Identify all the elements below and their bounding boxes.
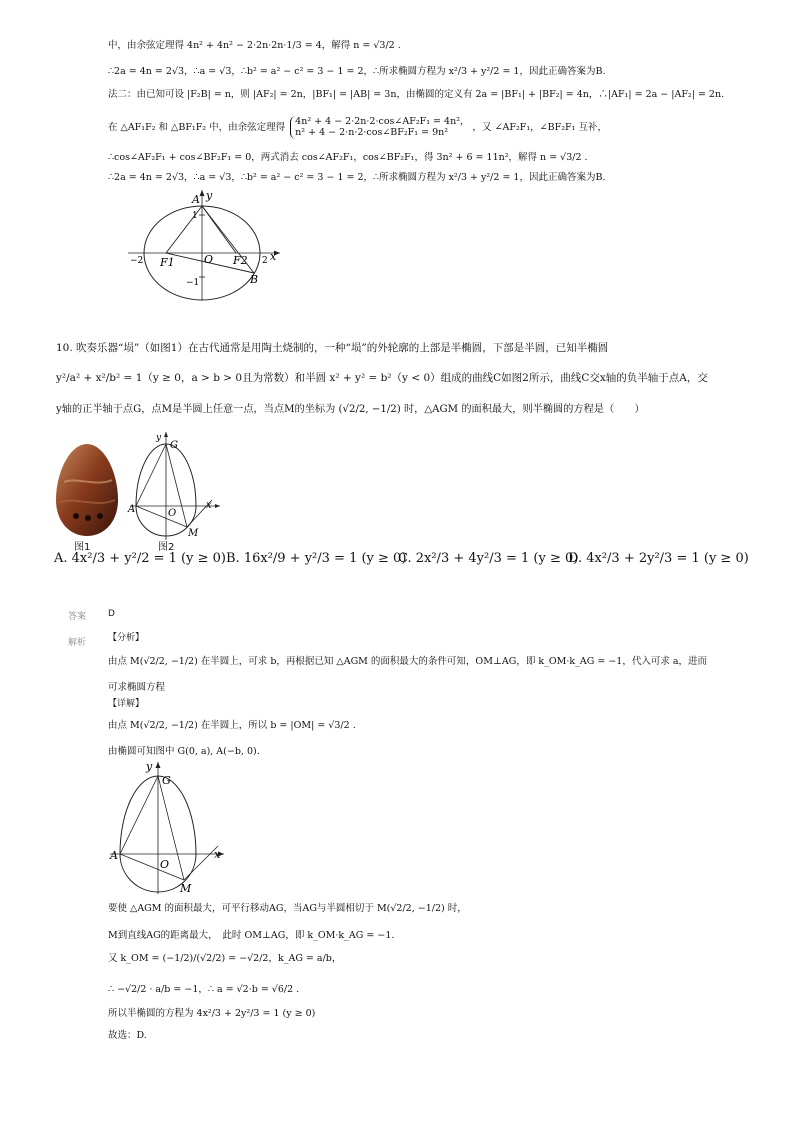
- solution-line: ∴2a = 4n = 2√3，∴a = √3，∴b² = a² − c² = 3 − 1 = 2，∴所求椭圆方程为 x²/3 + y²/2 = 1，因此正确答案为B.: [108, 66, 606, 77]
- solution-line: [108, 116, 607, 139]
- x-axis-arrow: [215, 504, 220, 508]
- xun-body: [56, 444, 118, 536]
- solution-text: 在 △AF₁F₂ 和 △BF₁F₂ 中，由余弦定理得: [108, 121, 286, 133]
- question-line: [56, 342, 608, 355]
- label-x: x: [206, 500, 212, 511]
- analysis-line: 由点 M(√2/2, −1/2) 在半圆上，所以 b = |OM| = √3/2 .: [108, 720, 356, 731]
- label-B: B: [250, 273, 259, 286]
- ellipse-figure-top: [124, 186, 284, 302]
- option-c[interactable]: C. 2x²/3 + 4y²/3 = 1 (y ≥ 0): [398, 551, 579, 566]
- question-text: 吹奏乐器“埙”（如图1）在古代通常是用陶土烧制的，一种“埙”的外轮廓的上部是半椭圆，下部是半圆，已知半椭圆: [76, 342, 609, 354]
- label-F2: F2: [233, 254, 248, 267]
- y-axis-arrow: [156, 762, 161, 768]
- triangle-AF1F2: [166, 206, 236, 253]
- solution-line: 中，由余弦定理得 4n² + 4n² − 2·2n·2n·1/3 = 4，解得 n = √3/2 .: [108, 40, 401, 51]
- label-y: y: [156, 433, 162, 443]
- label-y: y: [206, 189, 213, 202]
- label-1: 1: [192, 211, 198, 221]
- curve-figure-analysis: [106, 758, 232, 896]
- solution-line: ∴2a = 4n = 2√3，∴a = √3，∴b² = a² − c² = 3 − 1 = 2，∴所求椭圆方程为 x²/3 + y²/2 = 1，因此正确答案为B.: [108, 172, 606, 183]
- analysis-section-title: 【分析】: [108, 633, 145, 643]
- question-number: 10.: [56, 342, 73, 354]
- label-A: A: [192, 193, 200, 206]
- equation-system-line: 4n² + 4 − 2·2n·2·cos∠AF₂F₁ = 4n²，: [295, 116, 470, 127]
- y-axis-arrow: [164, 432, 168, 437]
- label-neg2: −2: [130, 256, 144, 266]
- line-AG: [136, 444, 166, 506]
- label-O: O: [168, 508, 177, 519]
- label-M: M: [188, 528, 199, 539]
- xun-photo: [52, 442, 122, 538]
- equation-system-line: n² + 4 − 2·n·2·cos∠BF₂F₁ = 9n²: [295, 127, 449, 139]
- analysis-line: 要使 △AGM 的面积最大，可平行移动AG，当AG与半圆相切于 M(√2/2, −1/2) 时，: [108, 903, 467, 914]
- solution-line: ∴cos∠AF₂F₁ + cos∠BF₂F₁ = 0，两式消去 cos∠AF₂F₁，cos∠BF₂F₁，得 3n² + 6 = 11n²，解得 n = √3/2 .: [108, 152, 588, 163]
- tangent-line: [184, 846, 218, 880]
- analysis-line: M到直线AG的距离最大， 此时 OM⊥AG，即 k_OM·k_AG = −1.: [108, 930, 395, 941]
- analysis-section-title: 【详解】: [108, 699, 145, 709]
- label-y: y: [146, 760, 153, 773]
- label-x: x: [270, 250, 277, 263]
- question-line: y²/a² + x²/b² = 1（y ≥ 0，a > b > 0且为常数）和半圆 x² + y² = b²（y < 0）组成的曲线C如图2所示，曲线C交x轴的负半轴于点A，交: [56, 372, 708, 384]
- option-b[interactable]: B. 16x²/9 + y²/3 = 1 (y ≥ 0): [226, 551, 407, 566]
- fig1-caption: 图1: [74, 542, 91, 553]
- finger-hole: [73, 513, 79, 519]
- finger-hole: [85, 515, 91, 521]
- analysis-line: 故选：D.: [108, 1030, 147, 1041]
- finger-hole: [97, 513, 103, 519]
- label-G: G: [162, 774, 171, 787]
- label-2: 2: [262, 256, 268, 266]
- fig2-caption: 图2: [158, 542, 175, 553]
- solution-text: ，又 ∠AF₂F₁，∠BF₂F₁ 互补，: [472, 121, 607, 133]
- analysis-label: 解析: [68, 638, 87, 648]
- answer-label: 答案: [68, 612, 87, 622]
- line-AM: [136, 506, 187, 527]
- line-AM: [120, 854, 184, 880]
- label-F1: F1: [160, 256, 175, 269]
- analysis-line: 由椭圆可知图中 G(0, a), A(−b, 0).: [108, 746, 260, 757]
- label-x: x: [214, 848, 221, 861]
- solution-line: 法二：由已知可设 |F₂B| = n，则 |AF₂| = 2n，|BF₁| = |AB| = 3n，由椭圆的定义有 2a = |BF₁| + |BF₂| = 4n，∴|AF₁| = 2a − |AF₂| = 2n.: [108, 89, 725, 100]
- line-AG: [120, 776, 158, 854]
- label-neg1: −1: [186, 278, 200, 288]
- question-line: y轴的正半轴于点G，点M是半圆上任意一点，当点M的坐标为 (√2/2, −1/2) 时，△AGM 的面积最大，则半椭圆的方程是（ ）: [56, 404, 645, 415]
- analysis-line: ∴ −√2/2 · a/b = −1，∴ a = √2·b = √6/2 .: [108, 984, 300, 995]
- label-O: O: [160, 858, 170, 871]
- option-d[interactable]: D. 4x²/3 + 2y²/3 = 1 (y ≥ 0): [568, 551, 749, 566]
- curve-figure-2: [126, 430, 222, 542]
- analysis-line: 由点 M(√2/2, −1/2) 在半圆上，可求 b，再根据已知 △AGM 的面积最大的条件可知，OM⊥AG，即 k_OM·k_AG = −1，代入可求 a，进而: [108, 656, 708, 667]
- answer-value: D: [108, 609, 115, 619]
- label-O: O: [204, 253, 214, 266]
- y-axis-arrow: [200, 190, 205, 196]
- label-A: A: [110, 849, 118, 862]
- analysis-line: 所以半椭圆的方程为 4x²/3 + 2y²/3 = 1 (y ≥ 0): [108, 1008, 316, 1019]
- label-M: M: [180, 882, 192, 895]
- analysis-line: 可求椭圆方程: [108, 682, 166, 693]
- label-A: A: [128, 504, 136, 515]
- analysis-line: 又 k_OM = (−1/2)/(√2/2) = −√2/2，k_AG = a/b，: [108, 953, 342, 964]
- option-a[interactable]: A. 4x²/3 + y²/2 = 1 (y ≥ 0): [54, 551, 226, 566]
- label-G: G: [170, 440, 178, 451]
